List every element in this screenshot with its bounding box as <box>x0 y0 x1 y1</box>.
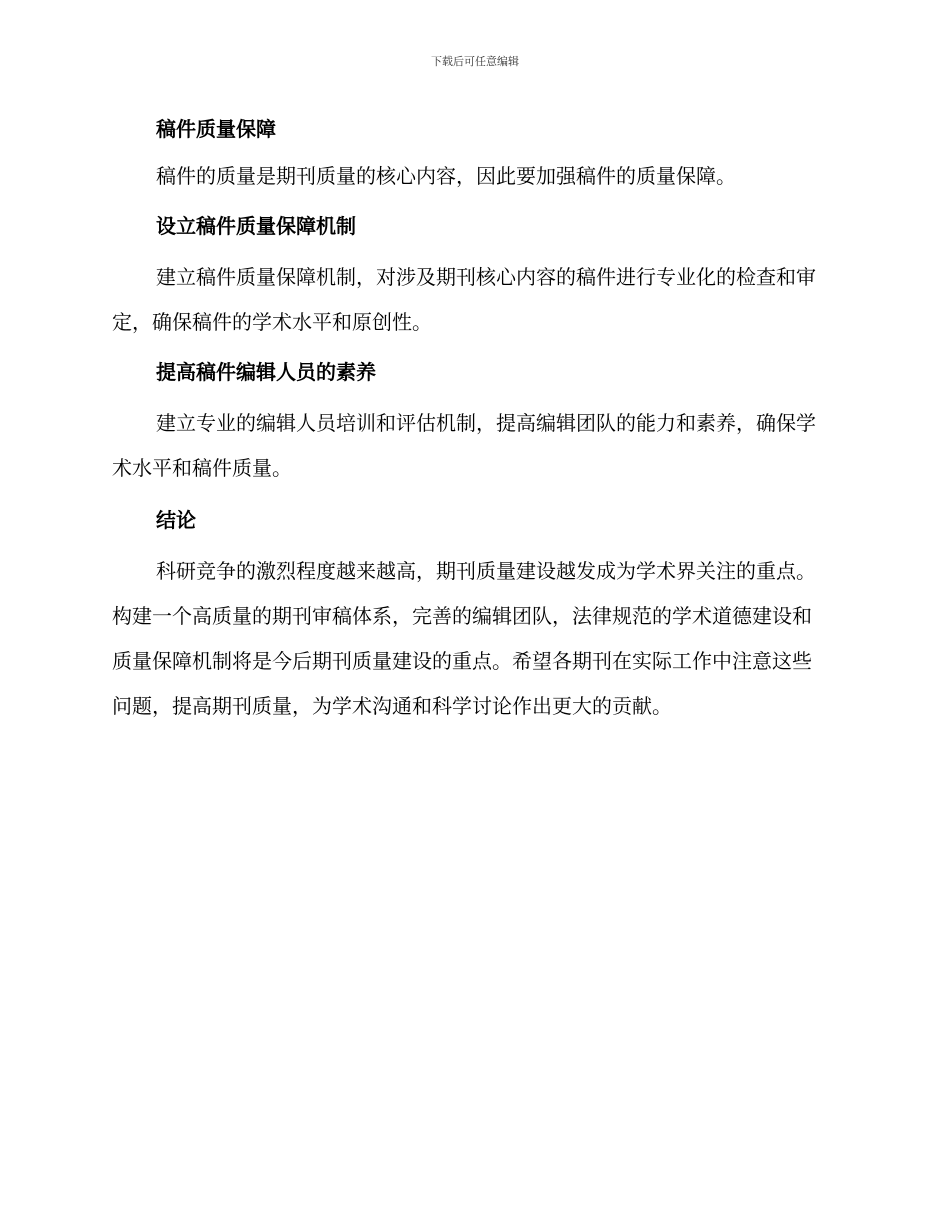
section-paragraph-editor-training: 建立专业的编辑人员培训和评估机制，提高编辑团队的能力和素养，确保学术水平和稿件质量。 <box>112 411 816 480</box>
section-heading-manuscript-quality: 稿件质量保障 <box>156 117 276 141</box>
page-header-note: 下载后可任意编辑 <box>431 55 519 68</box>
section-paragraph-conclusion: 科研竞争的激烈程度越来越高，期刊质量建设越发成为学术界关注的重点。构建一个高质量的期刊审稿体系，完善的编辑团队，法律规范的学术道德建设和质量保障机制将是今后期刊质量建设的重点。希望各期刊在实际工作中注意这些问题，提高期刊质量，为学术沟通和科学讨论作出更大的贡献。 <box>112 559 816 718</box>
section-paragraph-quality-mechanism: 建立稿件质量保障机制，对涉及期刊核心内容的稿件进行专业化的检查和审定，确保稿件的学术水平和原创性。 <box>112 265 816 334</box>
section-heading-quality-mechanism: 设立稿件质量保障机制 <box>156 214 356 238</box>
section-heading-conclusion: 结论 <box>156 508 196 532</box>
section-paragraph-manuscript-quality: 稿件的质量是期刊质量的核心内容，因此要加强稿件的质量保障。 <box>156 164 736 188</box>
section-heading-editor-training: 提高稿件编辑人员的素养 <box>156 360 376 384</box>
document-body <box>112 112 830 729</box>
